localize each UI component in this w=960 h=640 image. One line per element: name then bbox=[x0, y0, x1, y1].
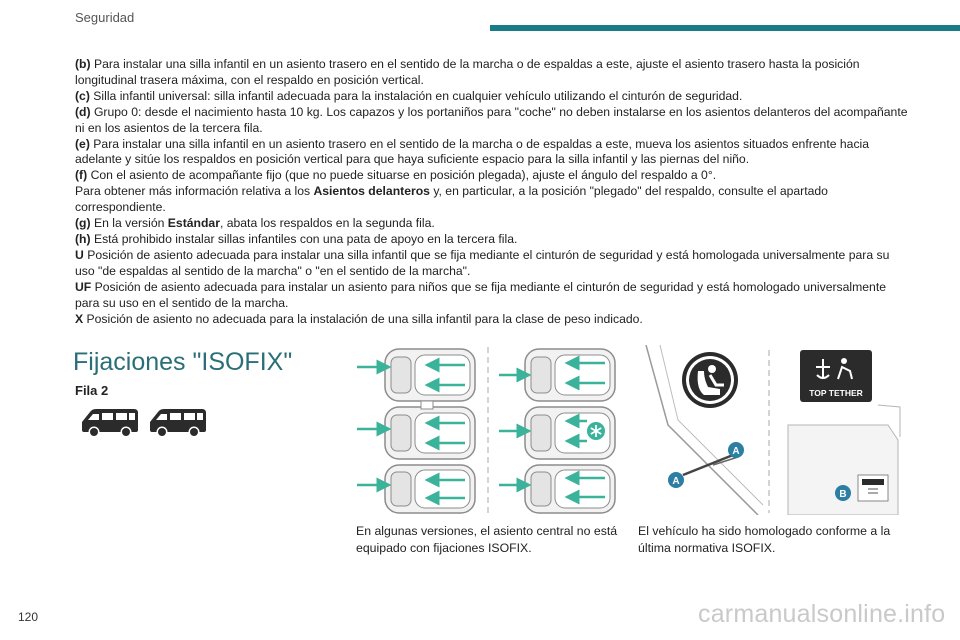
paragraph-front-seats bbox=[75, 184, 910, 216]
paragraph-key: (b) bbox=[75, 57, 91, 71]
label-a-icon bbox=[728, 442, 744, 458]
paragraph-text: Para obtener más información relativa a los bbox=[75, 184, 314, 199]
paragraph-text: Para instalar una silla infantil en un asiento trasero en el sentido de la marcha o de espaldas a este, mueva los asientos situados enfrente hacia adelante y sitúe los respaldos en posición vertical para que haya suficiente espacio para la silla infantil y las piernas del niño. bbox=[75, 136, 870, 167]
paragraph-text: Con el asiento de acompañante fijo (que no puede situarse en posición plegada), ajuste el ángulo del respaldo a 0°. bbox=[87, 168, 717, 183]
paragraph-g bbox=[75, 216, 910, 232]
paragraph-text: Silla infantil universal: silla infantil adecuada para la instalación en cualquier vehículo utilizando el cinturón de seguridad. bbox=[89, 88, 743, 103]
top-tether-label: TOP TETHER bbox=[809, 388, 863, 398]
paragraph-key: (e) bbox=[75, 136, 90, 151]
paragraph-text: Para instalar una silla infantil en un asiento trasero en el sentido de la marcha o de espaldas a este, ajuste el asiento trasero hasta la posición longitudinal trasera máxima, con el respaldo en posición vertical. bbox=[75, 57, 860, 87]
paragraph-key: (g) bbox=[75, 216, 91, 231]
paragraph-key: (c) bbox=[75, 88, 90, 103]
paragraph-text: Posición de asiento no adecuada para la instalación de una silla infantil para la clase de peso indicado. bbox=[83, 311, 643, 326]
paragraph-bold: Asientos delanteros bbox=[313, 184, 430, 199]
header-title: Seguridad bbox=[75, 10, 135, 25]
label-b-icon bbox=[835, 485, 851, 501]
page-number: 120 bbox=[18, 610, 39, 624]
paragraph-key: (d) bbox=[75, 104, 91, 119]
caption-right: El vehículo ha sido homologado conforme a la última normativa ISOFIX. bbox=[638, 524, 891, 555]
caption-center: En algunas versiones, el asiento central no está equipado con fijaciones ISOFIX. bbox=[356, 524, 618, 555]
paragraph-key: (h) bbox=[75, 231, 91, 246]
child-seat-symbol-icon bbox=[682, 352, 738, 408]
svg-text:A: A bbox=[672, 476, 680, 487]
section-title: Fijaciones "ISOFIX" bbox=[73, 348, 293, 376]
paragraph-key: UF bbox=[75, 279, 92, 294]
paragraph-text: En la versión bbox=[90, 216, 168, 231]
asterisk-icon bbox=[587, 422, 605, 440]
row-label: Fila 2 bbox=[75, 383, 109, 398]
paragraph-key: (f) bbox=[75, 168, 88, 183]
paragraph-f bbox=[75, 168, 910, 184]
paragraph-text: y, en particular, a la posición "plegado" del respaldo, consulte el apartado correspondiente. bbox=[75, 184, 828, 215]
paragraph-d bbox=[75, 105, 910, 137]
paragraph-text: Posición de asiento adecuada para instalar un asiento para niños que se fija mediante el cinturón de seguridad y está homologado universalmente para su uso en el sentido de la marcha. bbox=[75, 279, 886, 310]
svg-text:B: B bbox=[839, 489, 847, 500]
paragraph-uf bbox=[75, 280, 910, 312]
paragraph-h bbox=[75, 232, 910, 248]
paragraph-text: Está prohibido instalar sillas infantiles con una pata de apoyo en la tercera fila. bbox=[90, 231, 518, 246]
watermark: carmanualsonline.info bbox=[698, 600, 946, 628]
body-text bbox=[75, 57, 910, 327]
paragraph-x bbox=[75, 312, 910, 328]
paragraph-bold: Estándar bbox=[167, 216, 220, 231]
seats-left-group bbox=[385, 349, 475, 513]
isofix-anchor-photo bbox=[638, 345, 908, 515]
header-accent-bar bbox=[490, 25, 960, 31]
paragraph-key: U bbox=[75, 247, 84, 262]
paragraph-e bbox=[75, 137, 910, 169]
van-icon bbox=[78, 406, 142, 440]
paragraph-b bbox=[75, 57, 910, 89]
van-long-icon bbox=[146, 406, 210, 440]
label-a-icon bbox=[668, 472, 684, 488]
isofix-seat-diagram bbox=[355, 345, 625, 515]
paragraph-text: Grupo 0: desde el nacimiento hasta 10 kg. Los capazos y los portaniños para "coche" no deben instalarse en los asientos delanteros del acompañante ni en los asientos de la tercera fila. bbox=[75, 104, 908, 135]
svg-text:A: A bbox=[732, 446, 740, 457]
paragraph-text: Posición de asiento adecuada para instalar una silla infantil que se fija mediante el cinturón de seguridad y está homologada universalmente para su uso "de espaldas al sentido de la marcha" o "en el sentido de la marcha". bbox=[75, 247, 890, 278]
top-tether-icon bbox=[800, 350, 872, 402]
paragraph-key: X bbox=[75, 311, 84, 326]
paragraph-c bbox=[75, 89, 910, 105]
paragraph-text: , abata los respaldos en la segunda fila. bbox=[219, 216, 435, 231]
paragraph-u bbox=[75, 248, 910, 280]
